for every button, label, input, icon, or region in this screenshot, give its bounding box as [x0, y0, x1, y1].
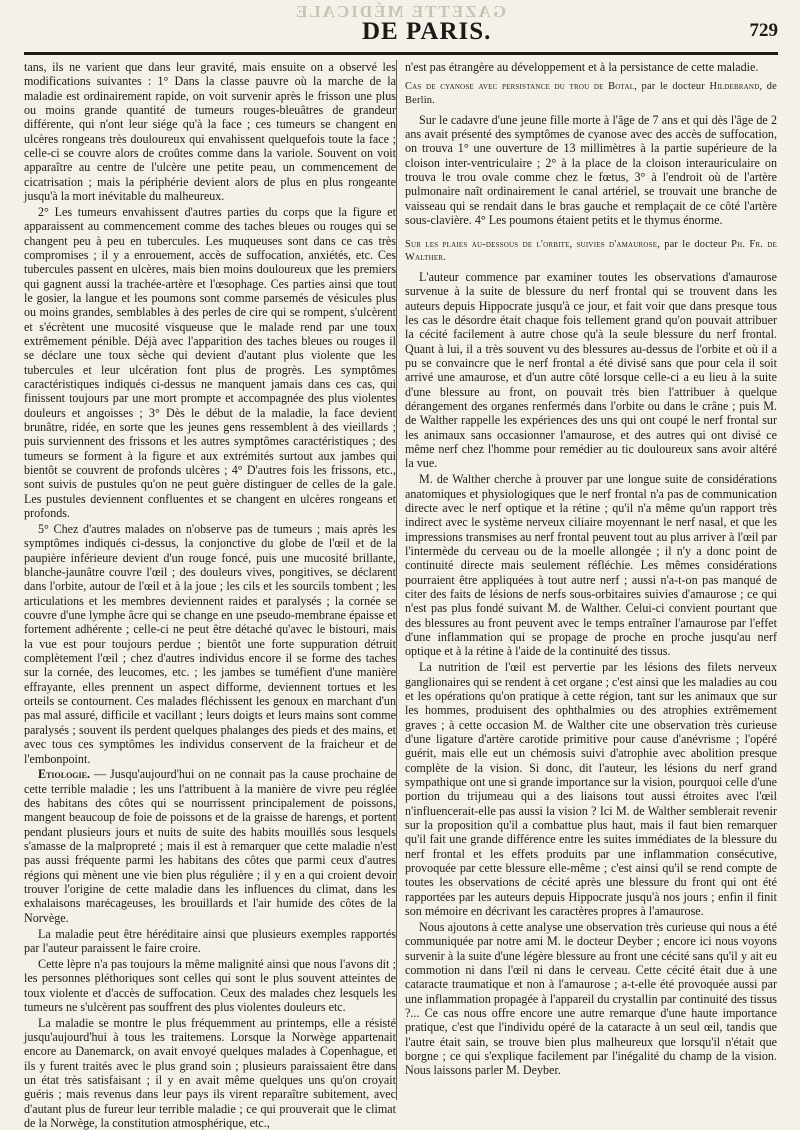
paragraph-etiology	[24, 767, 396, 925]
paragraph: tans, ils ne varient que dans leur gravité, mais ensuite on a observé les modifications suivantes : 1° Dans la classe pauvre où la marche de la maladie est ordinairement rapide, on voit survenir après le frisson une plus ou moins grande quantité de tumeurs rouges-bleuâtres de grandeur différente, qui n'ont leur siége qu'à la face ; ces tumeurs se changent en ulcères rongeans très douloureux qui envahissent quelquefois toute la face ; celle-ci se couvre alors de croûtes comme dans la variole. Souvent on voit apparaître au centre de l'ulcère une petite peau, un commencement de cicatrisation ; mais la périphérie devient alors de plus en plus rongeante jusqu'à la mort inévitable du malheureux.	[24, 60, 396, 204]
left-column	[24, 60, 396, 1130]
article-title-orbite: Sur les plaies au-dessous de l'orbite, suivies d'amaurose, par le docteur Ph. Fr. de Walther.	[405, 238, 777, 264]
paragraph: Nous ajoutons à cette analyse une observation très curieuse qui nous a été communiquée par notre ami M. le docteur Deyber ; encore ici nous voyons survenir à la suite d'une légère blessure au front une cécité sans qu'il y ait eu commotion ni dans l'œil ni dans le cerveau. Cette cécité était due à une cataracte traumatique et non à l'amaurose ; a-t-elle été provoquée aussi par une inflammation propagée à l'appareil du crystallin par continuité des tissus ?... Ce cas nous offre encore une autre remarque d'une haute importance pratique, c'est que l'individu opéré de la cataracte à un seul œil, tandis que l'autre était sain, se trouve bien plus malheureux que lorsqu'il n'était que borgne ; ce qui s'explique facilement par l'inégalité du champ de la vision. Nous laissons parler M. Deyber.	[405, 919, 777, 1078]
page-number: 729	[749, 20, 778, 41]
right-column	[405, 60, 777, 1100]
paragraph: n'est pas étrangère au développement et à la persistance de cette maladie.	[405, 60, 759, 74]
paragraph: Sur le cadavre d'une jeune fille morte à l'âge de 7 ans et qui dès l'âge de 2 ans avait présenté des symptômes de cyanose avec des accès de suffocation, on trouva 1° une ouverture de 13 millimètres à la partie supérieure de la cloison inter-ventriculaire ; 2° à la place de la cloison interauriculaire on trouva le trou ovale comme chez le fœtus, 3° à l'endroit où de l'artère pulmonaire naît ordinairement le canal artériel, se trouvait une branche de vaisseau qui se rendait dans le bras gauche et remplaçait de ce côté l'artère sous-clavière. 4° Les poumons étaient petits et le thymus énorme.	[405, 112, 777, 227]
paragraph: M. de Walther cherche à prouver par une longue suite de considérations anatomiques et physiologiques que le nerf frontal n'a pas de communication directe avec le nerf optique et la rétine ; qu'il n'a même qu'un rapport très indirect avec le système nerveux ciliaire moyennant le nerf nasal, et que les impressions transmises au nerf frontal peuvent tout au plus arriver à l'œil par l'intermède du cerveau ou de la moelle allongée ; il n'y a donc point de continuité directe mais seulement réfléchie. Les mêmes considérations pourraient être appliquées à tout autre nerf ; aussi n'a-t-on pas manqué de citer des faits de lésions de nerfs sous-orbitaires suivies d'amaurose ; ce qui n'est pas plus fondé suivant M. de Walther. Celui-ci convient pourtant que des blessures au front peuvent avec le temps entraîner l'amaurose par l'effet d'une inflammation qui se propage de proche en proche jusqu'au nerf optique et à la rétine à l'aide de la continuité des tissus.	[405, 472, 777, 659]
paragraph: La maladie peut être héréditaire ainsi que plusieurs exemples rapportés par l'auteur paraissent le faire croire.	[24, 926, 396, 955]
paragraph: La maladie se montre le plus fréquemment au printemps, elle a résisté jusqu'aujourd'hui à tous les traitemens. Lorsque la Norwège appartenait encore au Danemarck, on avait envoyé quelques malades à Copenhague, et ils y furent traités avec le plus grand soin ; plusieurs paraissaient être dans un état très satisfaisant ; il y en avait même quelques uns qu'on croyait guéris ; mais revenus dans leur pays ils virent reparaître subitement, avec d'autant plus de fureur leur terrible maladie ; ce qui prouverait que le climat de la Norwège, la constitution atmosphérique, etc.,	[24, 1015, 396, 1130]
section-run-in: Etiologie.	[38, 767, 90, 782]
paragraph: 5° Chez d'autres malades on n'observe pas de tumeurs ; mais après les symptômes indiqués ci-dessus, la conjonctive du globe de l'œil et de la paupière inférieure devient d'un rouge foncé, puis une mucosité brillante, blanche-jaunâtre couvre l'œil ; des douleurs vives, pongitives, se déclarent dans l'orbite, autour de l'œil et à la joue ; les cils et les sourcils tombent ; les articulations et les membres deviennent raides et paralysés ; la cornée se couvre d'une lymphe âcre qui se change en une pseudo-membrane épaisse et fortement adhérente ; celle-ci ne peut être détaché qu'avec le bistouri, mais la vue est pour toujours perdue ; bientôt une forte suppuration détruit complètement l'œil ; chez d'autres individus encore il se forme des taches sur la cornée, des leucomes, etc. ; les jambes se tuméfient d'une manière effrayante, elles prennent un aspect difforme, deviennent tortues et les orteils se contournent. Ces malades fléchissent les genoux en marchant d'un pas mal assuré, difficile et vacillant ; leurs doigts et leurs mains sont comme paralysés ; souvent ils perdent quelques phalanges des pieds et des mains, et avec tous ces symptômes les individus conservent de la fraicheur et de l'embonpoint.	[24, 522, 396, 766]
paragraph: L'auteur commence par examiner toutes les observations d'amaurose survenue à la suite de blessure du nerf frontal qui se trouvent dans les auteurs depuis Hippocrate jusqu'à ce jour, et fait voir que dans presque tous les cas le désordre était chaque fois tellement grand qu'on pouvait attribuer la cécité facilement à autre chose qu'à la seule blessure du nerf frontal. Quant à lui, il a très souvent vu des blessures au-dessus de l'orbite et où il a pu se convaincre que le nerf frontal a été divisé sans que pour cela il soit arrivé une amaurose, et d'un autre côté lorsque celle-ci a eu lieu à la suite d'une blessure au front, on pouvait très bien l'attribuer à quelque dérangement des organes renfermés dans l'orbite ou dans le crâne ; puis M. de Walther rappelle les expériences des uns qui ont coupé le nerf frontal sur les animaux sans occasionner l'amaurose, et des autres qui ont divisé ce même nerf chez l'homme pour remédier au tic douloureux sans avoir altéré la vue.	[405, 269, 777, 471]
article-title-cyanose: Cas de cyanose avec persistance du trou de Botal, par le docteur Hildebrand, de Berlin.	[405, 81, 777, 106]
page-header	[24, 0, 778, 50]
paragraph: Cette lèpre n'a pas toujours la même malignité ainsi que nous l'avons dit ; les personnes pléthoriques sont celles qui sont le plus souvent atteintes de toux violente et d'accès de suffocation. Ceux des malades chez lesquels les tumeurs ne s'ulcèrent pas souffrent des plus violentes douleurs etc.	[24, 956, 396, 1014]
running-title: DE PARIS.	[362, 18, 492, 45]
paragraph: 2° Les tumeurs envahissent d'autres parties du corps que la figure et apparaissent au commencement comme des taches bleues ou rouges qui se changent peu à peu en tubercules. Les muqueuses sont dans ce cas très compromises ; il y a enrouement, accès de suffocation, anxiétés, etc. Ces tubercules passent en ulcères, mais bien moins douloureux que les premiers qui gagnent aussi la trachée-artère et l'œsophage. Ces parties ainsi que tout le gosier, la langue et les poumons sont comme parsemés de vésicules plus ou moins grandes, semblables à des perles de cire qui se rompent, s'ulcèrent et s'écrètent une mucosité visqueuse que le malade rend par une toux extrêmement pénible. Déjà avec l'apparition des taches bleues ou rouges il se déclare une toux sèche qui devient d'autant plus violente que les tubercules et leur ulcération font plus de progrès. Les symptômes caractéristiques indiqués ci-dessus ne manquent jamais dans ces cas, qui finissent toujours par une mort prompte et accompagnée des plus violentes douleurs et angoisses ; 3° Dès le début de la maladie, la face devient brunâtre, ridée, en sorte que les jeunes gens ressemblent à des vieillards ; puis surviennent des frissons et les autres symptômes caractéristiques ; des tumeurs se forment à la figure et aux extrémités surtout aux jambes qui bientôt se couvrent de profonds ulcères ; 4° D'autres fois les frissons, etc., sont suivis de pustules qu'on ne peut guère distinguer de celles de la gale. Les pustules deviennent confluentes et se changent en ulcères rongeans et profonds.	[24, 204, 396, 521]
paragraph-text: — Jusqu'aujourd'hui on ne connait pas la cause prochaine de cette terrible maladie ; les uns l'attribuent à la manière de vivre peu réglée des habitans des côtes qui se nourrissent principalement de poissons, mangent beaucoup de foie de poissons et de la graisse de harengs, et portent pendant plusieurs jours et nuits de suite des habits mouillés sous lesquels s'amasse de la malpropreté ; mais il est à remarquer que cette maladie n'est pas aussi fréquente parmi les habitans des côtes que parmi ceux d'autres régions qui mènent une vie bien plus régulière ; il y en a qui croient devoir trouver l'origine de cette maladie dans les influences du climat, dans les exhalaisons marécageuses, les brouillards et l'air humide des côtes de la Norvège.	[24, 767, 396, 925]
header-rule	[24, 52, 778, 55]
paragraph: La nutrition de l'œil est pervertie par les lésions des filets nerveux ganglionaires qui se rendent à cet organe ; c'est ainsi que les maladies au cou et les opérations qu'on pratique à cette région, tant sur les animaux que sur les hommes, produisent des ophthalmies ou des atrophies extrêmement graves ; à cette occasion M. de Walther cite une observation très curieuse d'une ligature d'artère carotide primitive pour cause d'anévrisme ; l'opéré guérit, mais elle eut un chémosis suivi d'atrophie avec abolition presque complète de la vision. Si donc, dit l'auteur, les lésions du nerf grand sympathique ont une si grande importance sur la vision, pourquoi celle d'une portion du trijumeau qui a des liaisons tout aussi étroites avec l'œil n'influencerait-elle pas aussi la vision ? Ici M. de Walther semblerait revenir sur la proposition qu'il a combattue plus haut, mais il faut bien remarquer qu'il fait une grande différence entre les suites immédiates de la blessure du nerf frontal et les effets produits par une inflammation consécutive, provoquée par cette blessure elle-même ; c'est ainsi qu'il se rend compte de toutes les observations de cécité après une blessure du front qui ont été rapportées par les auteurs depuis Hippocrate jusqu'à nos jours ; enfin il finit son mémoire en décrivant les caractères propres à l'amaurose.	[405, 660, 777, 919]
bleed-through-text: GAZETTE MÉDICALE	[294, 2, 506, 21]
column-rule	[396, 60, 397, 1100]
